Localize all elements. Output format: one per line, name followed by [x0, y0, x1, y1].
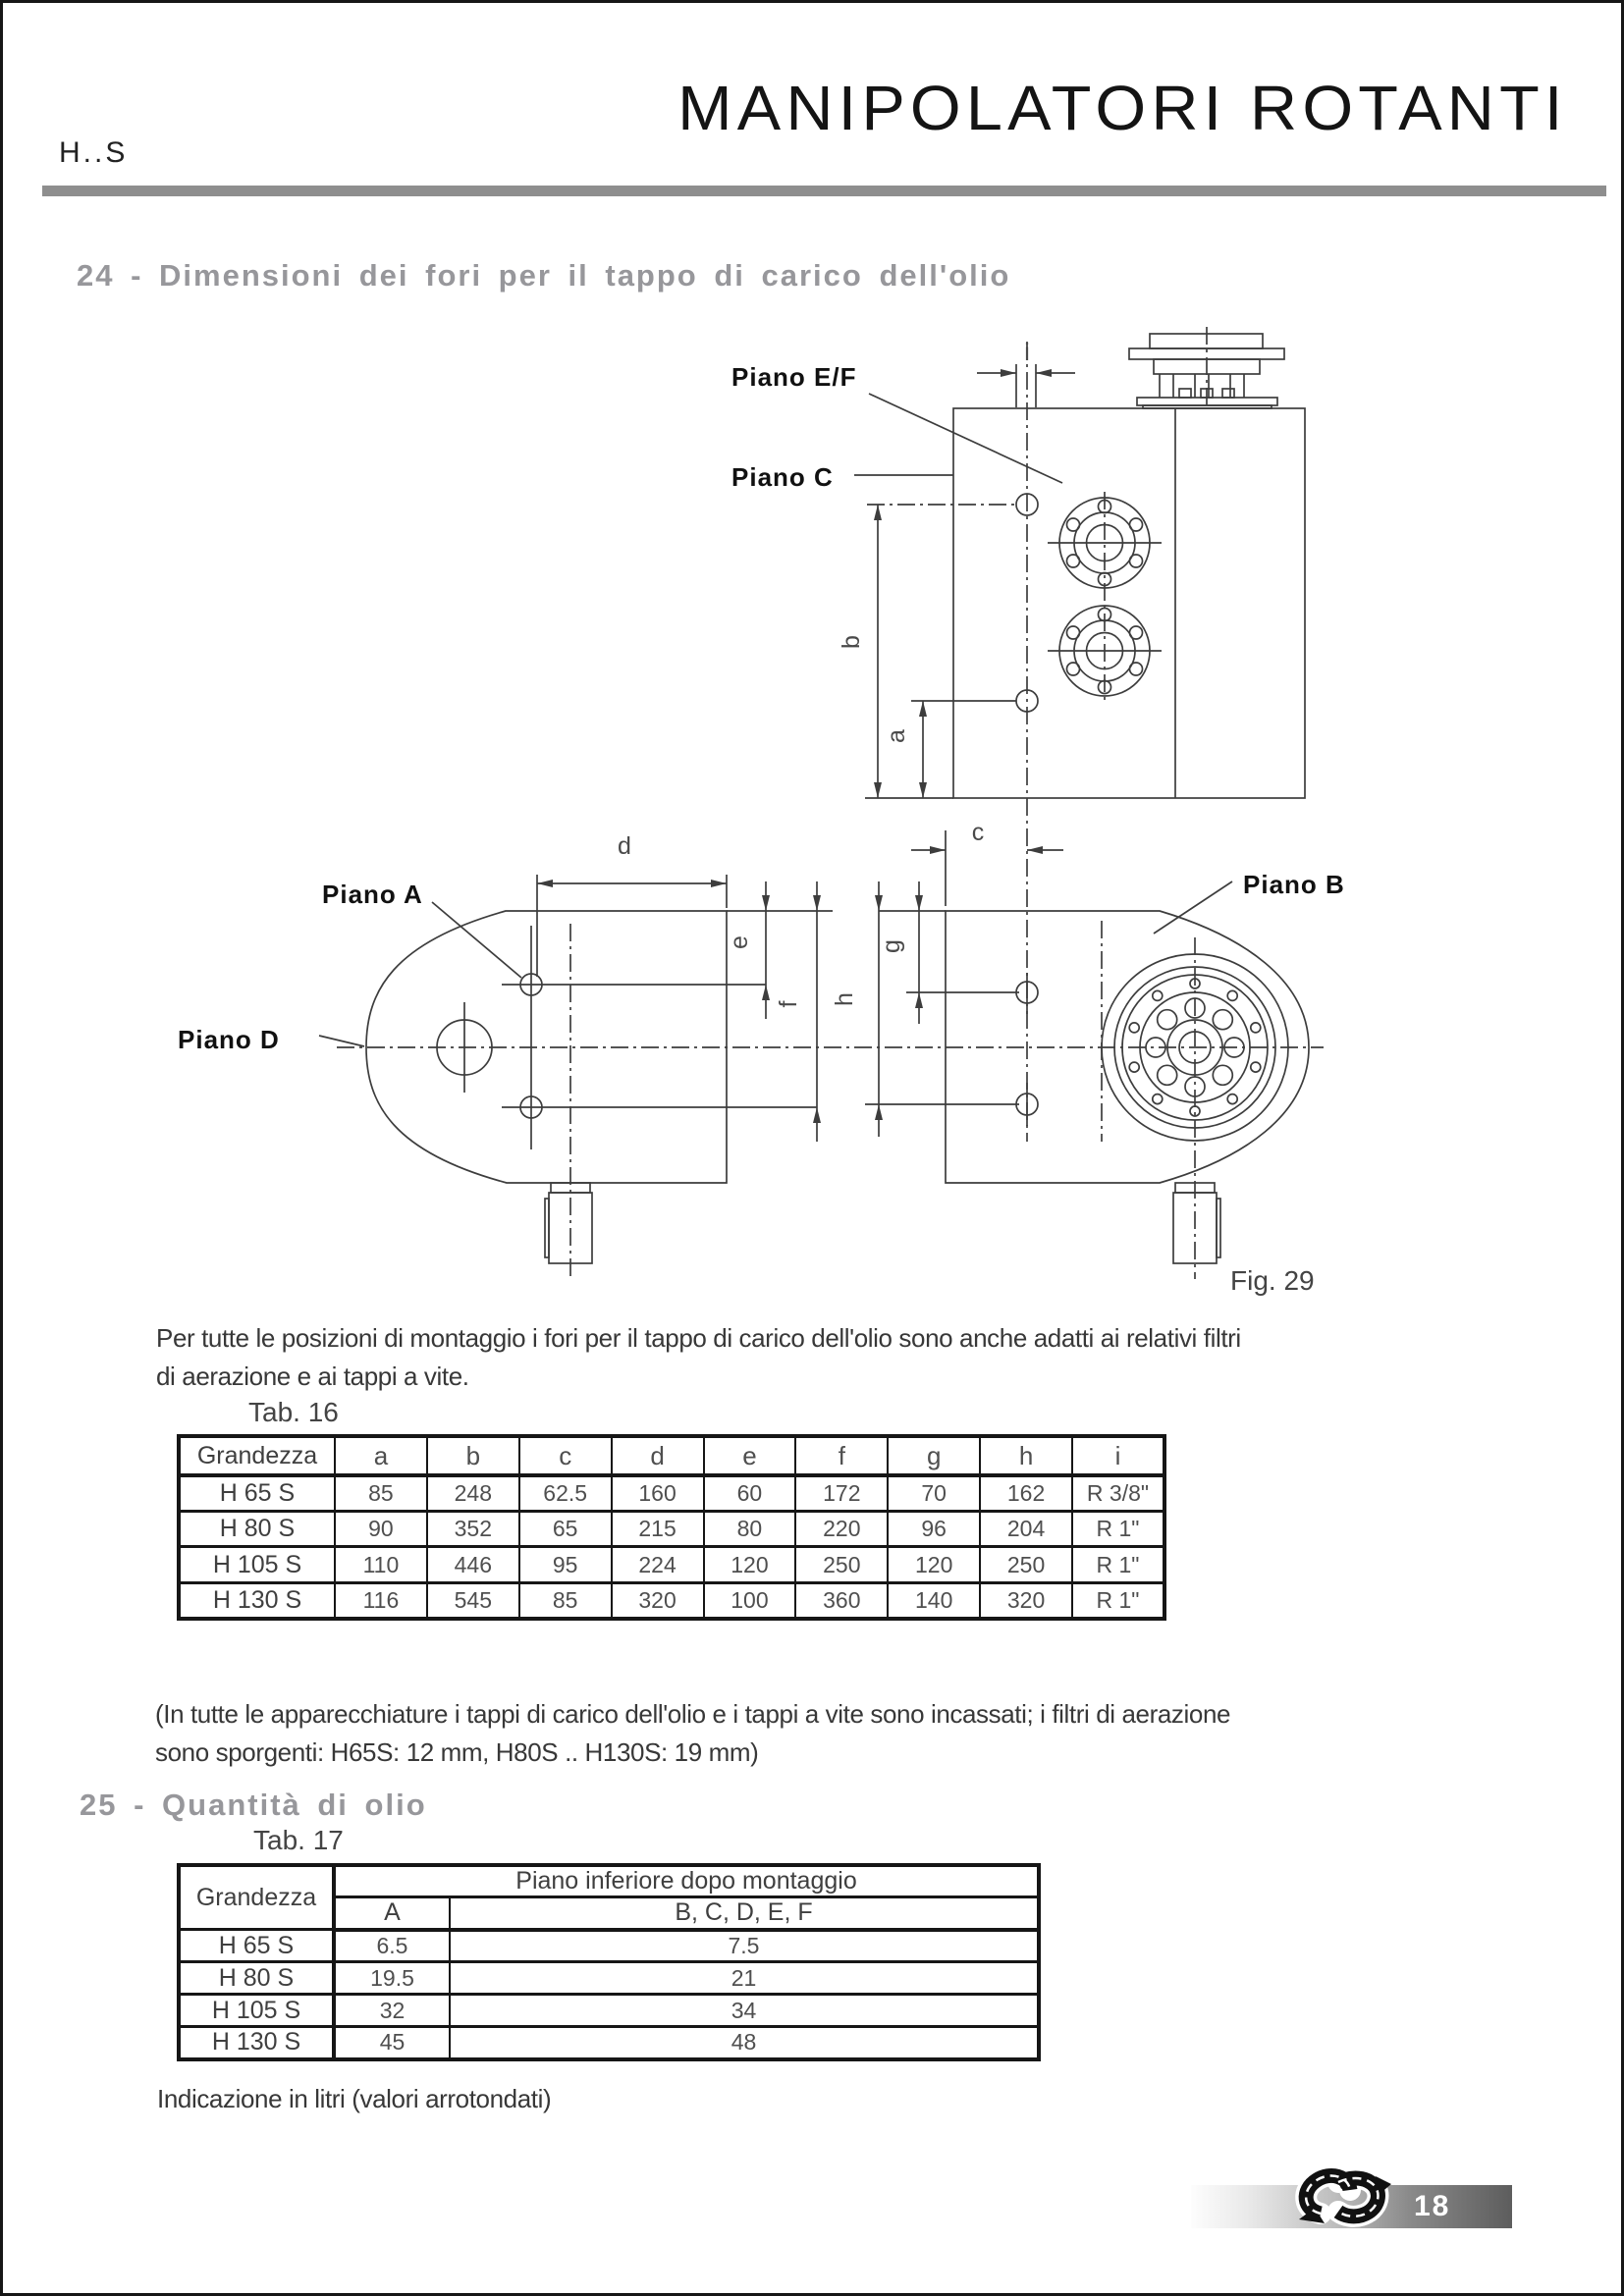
table-cell: R 1"	[1072, 1512, 1164, 1547]
table-cell: 19.5	[334, 1962, 450, 1995]
plane-d-label: Piano D	[178, 1025, 280, 1054]
table-cell: 116	[335, 1582, 427, 1619]
table-cell: 95	[519, 1547, 612, 1582]
paragraph-line-1: Per tutte le posizioni di montaggio i fori per il tappo di carico dell'olio sono anche adatti ai relativi filtri	[156, 1323, 1241, 1353]
table-cell: 80	[704, 1512, 796, 1547]
plane-c-label: Piano C	[731, 462, 834, 492]
dim-b-label: b	[838, 635, 865, 649]
table-cell: 60	[704, 1475, 796, 1512]
table-cell: 140	[888, 1582, 980, 1619]
table-cell: 250	[795, 1547, 888, 1582]
table-row	[179, 1436, 1164, 1475]
lower-left-view	[319, 875, 833, 1279]
dim-a-label: a	[883, 729, 910, 743]
dim-c-label: c	[971, 819, 985, 846]
row-header: H 65 S	[179, 1475, 335, 1512]
table-16	[177, 1434, 1166, 1621]
col-header: B, C, D, E, F	[450, 1897, 1039, 1930]
row-header: H 80 S	[179, 1512, 335, 1547]
table-cell: 162	[980, 1475, 1072, 1512]
table-cell: 34	[450, 1995, 1039, 2027]
plane-b-label: Piano B	[1243, 870, 1345, 899]
table-cell: 100	[704, 1582, 796, 1619]
figure-caption: Fig. 29	[1230, 1265, 1315, 1296]
row-header: H 130 S	[179, 2027, 334, 2059]
col-header: d	[612, 1436, 704, 1475]
col-header: a	[335, 1436, 427, 1475]
table-row	[179, 1582, 1164, 1619]
table-cell: 224	[612, 1547, 704, 1582]
page-number: 18	[1414, 2190, 1451, 2222]
table-cell: 120	[704, 1547, 796, 1582]
dim-g-label: g	[878, 939, 905, 953]
dim-e-label: e	[726, 935, 753, 949]
col-header: g	[888, 1436, 980, 1475]
table-cell: 545	[427, 1582, 519, 1619]
table-17-label: Tab. 17	[253, 1825, 344, 1855]
col-header: h	[980, 1436, 1072, 1475]
dim-f-label: f	[775, 1000, 802, 1008]
table-cell: 352	[427, 1512, 519, 1547]
table-cell: 32	[334, 1995, 450, 2027]
table-cell: 446	[427, 1547, 519, 1582]
table-cell: 360	[795, 1582, 888, 1619]
upper-view-flanges	[1048, 492, 1162, 702]
table-cell: 6.5	[334, 1930, 450, 1962]
table-cell: 7.5	[450, 1930, 1039, 1962]
table-cell: 85	[335, 1475, 427, 1512]
table-row	[179, 2027, 1039, 2059]
table-row	[179, 1865, 1039, 1897]
table-cell: 70	[888, 1475, 980, 1512]
section-24-title: 24 - Dimensioni dei fori per il tappo di carico dell'olio	[77, 258, 1011, 293]
col-header: Grandezza	[179, 1865, 334, 1930]
row-header: H 80 S	[179, 1962, 334, 1995]
col-header: Grandezza	[179, 1436, 335, 1475]
table-17	[177, 1863, 1041, 2061]
table-cell: 204	[980, 1512, 1072, 1547]
note-line-2: sono sporgenti: H65S: 12 mm, H80S .. H130S: 19 mm)	[155, 1737, 759, 1767]
table-cell: 48	[450, 2027, 1039, 2059]
table-cell: 65	[519, 1512, 612, 1547]
table-cell: 250	[980, 1547, 1072, 1582]
table-cell: 110	[335, 1547, 427, 1582]
table-cell: R 1"	[1072, 1582, 1164, 1619]
col-header: A	[334, 1897, 450, 1930]
table-cell: R 3/8"	[1072, 1475, 1164, 1512]
model-code: H..S	[59, 136, 129, 169]
table-cell: 62.5	[519, 1475, 612, 1512]
col-header: i	[1072, 1436, 1164, 1475]
table-cell: 85	[519, 1582, 612, 1619]
table-cell: 21	[450, 1962, 1039, 1995]
table-cell: 160	[612, 1475, 704, 1512]
table-cell: 320	[612, 1582, 704, 1619]
table-cell: 120	[888, 1547, 980, 1582]
col-header: f	[795, 1436, 888, 1475]
row-header: H 105 S	[179, 1547, 335, 1582]
section-25-title: 25 - Quantità di olio	[80, 1788, 427, 1822]
row-header: H 130 S	[179, 1582, 335, 1619]
dim-i-label: i	[1024, 339, 1030, 366]
table-cell: 215	[612, 1512, 704, 1547]
paragraph-line-2: di aerazione e ai tappi a vite.	[156, 1362, 469, 1391]
table-16-label: Tab. 16	[248, 1397, 339, 1427]
row-header: H 65 S	[179, 1930, 334, 1962]
table-cell: 172	[795, 1475, 888, 1512]
plane-ef-label: Piano E/F	[731, 362, 857, 392]
table-cell: 248	[427, 1475, 519, 1512]
table-cell: 96	[888, 1512, 980, 1547]
table-cell: 45	[334, 2027, 450, 2059]
table-cell: 90	[335, 1512, 427, 1547]
dim-h-label: h	[831, 992, 858, 1006]
table-row	[179, 1512, 1164, 1547]
table-row	[179, 1547, 1164, 1582]
footnote: Indicazione in litri (valori arrotondati)	[157, 2084, 552, 2113]
note-line-1: (In tutte le apparecchiature i tappi di carico dell'olio e i tappi a vite sono incassati; i filtri di aerazione	[155, 1699, 1231, 1729]
group-header: Piano inferiore dopo montaggio	[334, 1865, 1039, 1897]
brand-logo-icon	[1291, 2163, 1399, 2231]
dim-d-label: d	[618, 832, 631, 860]
table-cell: 220	[795, 1512, 888, 1547]
table-row	[179, 1962, 1039, 1995]
table-cell: R 1"	[1072, 1547, 1164, 1582]
plane-a-label: Piano A	[322, 880, 423, 909]
table-row	[179, 1995, 1039, 2027]
table-row	[179, 1475, 1164, 1512]
row-header: H 105 S	[179, 1995, 334, 2027]
table-cell: 320	[980, 1582, 1072, 1619]
col-header: b	[427, 1436, 519, 1475]
table-row	[179, 1930, 1039, 1962]
col-header: c	[519, 1436, 612, 1475]
col-header: e	[704, 1436, 796, 1475]
page-title: MANIPOLATORI ROTANTI	[677, 73, 1568, 143]
